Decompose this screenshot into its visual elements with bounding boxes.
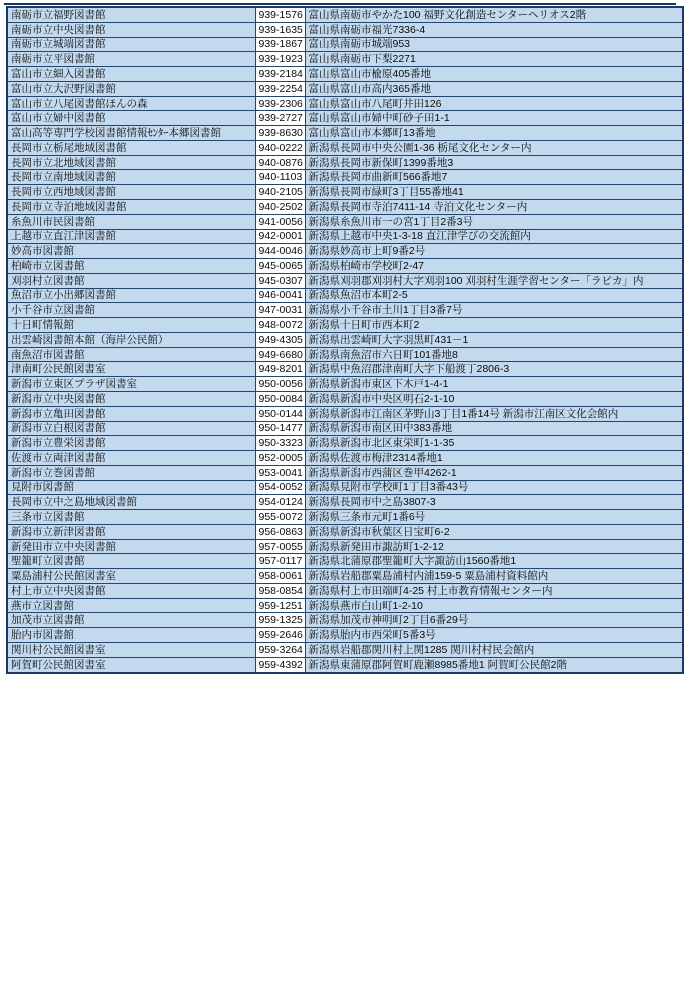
address-cell: 新潟県長岡市新保町1399番地3 — [305, 155, 683, 170]
library-name-cell: 柏崎市立図書館 — [7, 259, 255, 274]
library-table-body — [7, 7, 683, 673]
postal-code-cell: 950-0056 — [255, 377, 305, 392]
postal-code-cell: 939-1867 — [255, 37, 305, 52]
table-row — [7, 229, 683, 244]
postal-code-cell: 954-0124 — [255, 495, 305, 510]
address-cell: 新潟県柏崎市学校町2-47 — [305, 259, 683, 274]
address-cell: 新潟県長岡市曲新町566番地7 — [305, 170, 683, 185]
postal-code-cell: 950-3323 — [255, 436, 305, 451]
library-name-cell: 十日町情報館 — [7, 318, 255, 333]
address-cell: 富山県富山市高内365番地 — [305, 81, 683, 96]
table-row — [7, 657, 683, 673]
postal-code-cell: 959-4392 — [255, 657, 305, 673]
table-row — [7, 22, 683, 37]
table-row — [7, 259, 683, 274]
library-name-cell: 長岡市立西地域図書館 — [7, 185, 255, 200]
postal-code-cell: 959-3264 — [255, 642, 305, 657]
library-name-cell: 新発田市立中央図書館 — [7, 539, 255, 554]
library-name-cell: 出雲崎図書館本館（海岸公民館） — [7, 332, 255, 347]
postal-code-cell: 958-0854 — [255, 583, 305, 598]
library-name-cell: 富山市立大沢野図書館 — [7, 81, 255, 96]
address-cell: 新潟県新発田市諏訪町1-2-12 — [305, 539, 683, 554]
postal-code-cell: 959-1251 — [255, 598, 305, 613]
table-row — [7, 495, 683, 510]
postal-code-cell: 939-2306 — [255, 96, 305, 111]
address-cell: 新潟県新潟市南区田中383番地 — [305, 421, 683, 436]
library-name-cell: 富山市立細入図書館 — [7, 67, 255, 82]
address-cell: 新潟県北蒲原郡聖籠町大字諏訪山1560番地1 — [305, 554, 683, 569]
postal-code-cell: 944-0046 — [255, 244, 305, 259]
postal-code-cell: 958-0061 — [255, 569, 305, 584]
address-cell: 新潟県上越市中央1-3-18 直江津学びの交流館内 — [305, 229, 683, 244]
table-row — [7, 214, 683, 229]
address-cell: 新潟県中魚沼郡津南町大字下船渡丁2806-3 — [305, 362, 683, 377]
postal-code-cell: 940-2502 — [255, 200, 305, 215]
table-row — [7, 140, 683, 155]
postal-code-cell: 945-0065 — [255, 259, 305, 274]
postal-code-cell: 940-2105 — [255, 185, 305, 200]
table-row — [7, 81, 683, 96]
table-row — [7, 185, 683, 200]
address-cell: 新潟県刈羽郡刈羽村大字刈羽100 刈羽村生涯学習センター「ラピカ」内 — [305, 273, 683, 288]
address-cell: 新潟県長岡市寺泊7411-14 寺泊文化センター内 — [305, 200, 683, 215]
table-row — [7, 569, 683, 584]
table-row — [7, 554, 683, 569]
table-row — [7, 318, 683, 333]
postal-code-cell: 959-1325 — [255, 613, 305, 628]
library-name-cell: 新潟市立豊栄図書館 — [7, 436, 255, 451]
library-name-cell: 関川村公民館図書室 — [7, 642, 255, 657]
table-row — [7, 244, 683, 259]
table-row — [7, 332, 683, 347]
library-name-cell: 糸魚川市民図書館 — [7, 214, 255, 229]
address-cell: 新潟県十日町市西本町2 — [305, 318, 683, 333]
address-cell: 富山県富山市楡原405番地 — [305, 67, 683, 82]
postal-code-cell: 940-1103 — [255, 170, 305, 185]
table-row — [7, 421, 683, 436]
postal-code-cell: 945-0307 — [255, 273, 305, 288]
postal-code-cell: 939-2727 — [255, 111, 305, 126]
postal-code-cell: 939-2184 — [255, 67, 305, 82]
library-name-cell: 富山市立婦中図書館 — [7, 111, 255, 126]
table-row — [7, 7, 683, 22]
postal-code-cell: 947-0031 — [255, 303, 305, 318]
library-name-cell: 上越市立直江津図書館 — [7, 229, 255, 244]
address-cell: 新潟県燕市白山町1-2-10 — [305, 598, 683, 613]
address-cell: 新潟県新潟市西蒲区巻甲4262-1 — [305, 465, 683, 480]
address-cell: 富山県富山市婦中町砂子田1-1 — [305, 111, 683, 126]
address-cell: 新潟県東蒲原郡阿賀町鹿瀬8985番地1 阿賀町公民館2階 — [305, 657, 683, 673]
library-name-cell: 富山市立八尾図書館ほんの森 — [7, 96, 255, 111]
table-row — [7, 377, 683, 392]
library-name-cell: 南魚沼市図書館 — [7, 347, 255, 362]
address-cell: 富山県富山市本郷町13番地 — [305, 126, 683, 141]
address-cell: 新潟県新潟市東区下木戸1-4-1 — [305, 377, 683, 392]
table-row — [7, 391, 683, 406]
table-row — [7, 524, 683, 539]
postal-code-cell: 953-0041 — [255, 465, 305, 480]
postal-code-cell: 942-0001 — [255, 229, 305, 244]
library-name-cell: 新潟市立中央図書館 — [7, 391, 255, 406]
table-row — [7, 170, 683, 185]
table-row — [7, 451, 683, 466]
library-name-cell: 長岡市立寺泊地域図書館 — [7, 200, 255, 215]
address-cell: 新潟県新潟市秋葉区日宝町6-2 — [305, 524, 683, 539]
library-name-cell: 燕市立図書館 — [7, 598, 255, 613]
address-cell: 新潟県長岡市緑町3丁目55番地41 — [305, 185, 683, 200]
library-name-cell: 南砺市立平図書館 — [7, 52, 255, 67]
address-cell: 新潟県新潟市江南区茅野山3丁目1番14号 新潟市江南区文化会館内 — [305, 406, 683, 421]
address-cell: 新潟県新潟市北区東栄町1-1-35 — [305, 436, 683, 451]
postal-code-cell: 959-2646 — [255, 628, 305, 643]
postal-code-cell: 948-0072 — [255, 318, 305, 333]
library-name-cell: 長岡市立北地域図書館 — [7, 155, 255, 170]
address-cell: 新潟県妙高市上町9番2号 — [305, 244, 683, 259]
library-name-cell: 刈羽村立図書館 — [7, 273, 255, 288]
table-row — [7, 628, 683, 643]
address-cell: 新潟県胎内市西栄町5番3号 — [305, 628, 683, 643]
library-name-cell: 胎内市図書館 — [7, 628, 255, 643]
library-name-cell: 長岡市立中之島地域図書館 — [7, 495, 255, 510]
library-name-cell: 長岡市立栃尾地域図書館 — [7, 140, 255, 155]
table-row — [7, 288, 683, 303]
address-cell: 新潟県見附市学校町1丁目3番43号 — [305, 480, 683, 495]
library-name-cell: 三条市立図書館 — [7, 510, 255, 525]
postal-code-cell: 950-1477 — [255, 421, 305, 436]
table-row — [7, 273, 683, 288]
address-cell: 新潟県長岡市中之島3807-3 — [305, 495, 683, 510]
table-row — [7, 539, 683, 554]
address-cell: 新潟県加茂市神明町2丁目6番29号 — [305, 613, 683, 628]
address-cell: 新潟県出雲崎町大字羽黒町431－1 — [305, 332, 683, 347]
address-cell: 新潟県村上市田端町4-25 村上市教育情報センター内 — [305, 583, 683, 598]
postal-code-cell: 956-0863 — [255, 524, 305, 539]
address-cell: 新潟県長岡市中央公園1-36 栃尾文化センター内 — [305, 140, 683, 155]
table-row — [7, 52, 683, 67]
library-name-cell: 加茂市立図書館 — [7, 613, 255, 628]
postal-code-cell: 939-2254 — [255, 81, 305, 96]
library-name-cell: 南砺市立福野図書館 — [7, 7, 255, 22]
library-name-cell: 小千谷市立図書館 — [7, 303, 255, 318]
postal-code-cell: 952-0005 — [255, 451, 305, 466]
postal-code-cell: 946-0041 — [255, 288, 305, 303]
library-name-cell: 富山高等専門学校図書館情報ｾﾝﾀｰ本郷図書館 — [7, 126, 255, 141]
address-cell: 新潟県魚沼市本町2-5 — [305, 288, 683, 303]
postal-code-cell: 955-0072 — [255, 510, 305, 525]
address-cell: 富山県南砺市福光7336-4 — [305, 22, 683, 37]
table-row — [7, 347, 683, 362]
address-cell: 新潟県新潟市中央区明石2-1-10 — [305, 391, 683, 406]
library-name-cell: 妙高市図書館 — [7, 244, 255, 259]
postal-code-cell: 949-6680 — [255, 347, 305, 362]
library-name-cell: 新潟市立新津図書館 — [7, 524, 255, 539]
table-row — [7, 480, 683, 495]
table-row — [7, 613, 683, 628]
address-cell: 富山県富山市八尾町井田126 — [305, 96, 683, 111]
table-row — [7, 583, 683, 598]
address-cell: 富山県南砺市やかた100 福野文化創造センターヘリオス2階 — [305, 7, 683, 22]
postal-code-cell: 939-1923 — [255, 52, 305, 67]
table-row — [7, 598, 683, 613]
postal-code-cell: 939-1576 — [255, 7, 305, 22]
library-name-cell: 新潟市立巻図書館 — [7, 465, 255, 480]
postal-code-cell: 957-0055 — [255, 539, 305, 554]
postal-code-cell: 949-4305 — [255, 332, 305, 347]
postal-code-cell: 957-0117 — [255, 554, 305, 569]
postal-code-cell: 949-8201 — [255, 362, 305, 377]
library-name-cell: 佐渡市立両津図書館 — [7, 451, 255, 466]
table-row — [7, 155, 683, 170]
library-name-cell: 南砺市立中央図書館 — [7, 22, 255, 37]
library-name-cell: 見附市図書館 — [7, 480, 255, 495]
postal-code-cell: 941-0056 — [255, 214, 305, 229]
table-row — [7, 67, 683, 82]
postal-code-cell: 939-8630 — [255, 126, 305, 141]
library-name-cell: 新潟市立白根図書館 — [7, 421, 255, 436]
library-name-cell: 長岡市立南地域図書館 — [7, 170, 255, 185]
table-row — [7, 642, 683, 657]
postal-code-cell: 939-1635 — [255, 22, 305, 37]
library-name-cell: 魚沼市立小出郷図書館 — [7, 288, 255, 303]
address-cell: 新潟県糸魚川市一の宮1丁目2番3号 — [305, 214, 683, 229]
address-cell: 新潟県小千谷市土川1丁目3番7号 — [305, 303, 683, 318]
library-name-cell: 阿賀町公民館図書室 — [7, 657, 255, 673]
table-row — [7, 436, 683, 451]
library-name-cell: 粟島浦村公民館図書室 — [7, 569, 255, 584]
library-name-cell: 新潟市立東区プラザ図書室 — [7, 377, 255, 392]
library-name-cell: 津南町公民館図書室 — [7, 362, 255, 377]
postal-code-cell: 940-0222 — [255, 140, 305, 155]
address-cell: 新潟県岩船郡粟島浦村内浦159-5 粟島浦村資料館内 — [305, 569, 683, 584]
postal-code-cell: 940-0876 — [255, 155, 305, 170]
address-cell: 新潟県南魚沼市六日町101番地8 — [305, 347, 683, 362]
table-row — [7, 200, 683, 215]
address-cell: 富山県南砺市城端953 — [305, 37, 683, 52]
address-cell: 富山県南砺市下梨2271 — [305, 52, 683, 67]
postal-code-cell: 950-0144 — [255, 406, 305, 421]
table-row — [7, 406, 683, 421]
postal-code-cell: 954-0052 — [255, 480, 305, 495]
address-cell: 新潟県三条市元町1番6号 — [305, 510, 683, 525]
postal-code-cell: 950-0084 — [255, 391, 305, 406]
library-table — [6, 6, 684, 674]
table-row — [7, 362, 683, 377]
library-name-cell: 聖籠町立図書館 — [7, 554, 255, 569]
library-name-cell: 新潟市立亀田図書館 — [7, 406, 255, 421]
top-divider — [4, 3, 676, 5]
address-cell: 新潟県岩船郡関川村上関1285 関川村村民会館内 — [305, 642, 683, 657]
table-row — [7, 111, 683, 126]
library-name-cell: 村上市立中央図書館 — [7, 583, 255, 598]
table-row — [7, 126, 683, 141]
table-row — [7, 465, 683, 480]
table-row — [7, 37, 683, 52]
table-row — [7, 96, 683, 111]
table-row — [7, 303, 683, 318]
address-cell: 新潟県佐渡市梅津2314番地1 — [305, 451, 683, 466]
table-row — [7, 510, 683, 525]
library-name-cell: 南砺市立城端図書館 — [7, 37, 255, 52]
